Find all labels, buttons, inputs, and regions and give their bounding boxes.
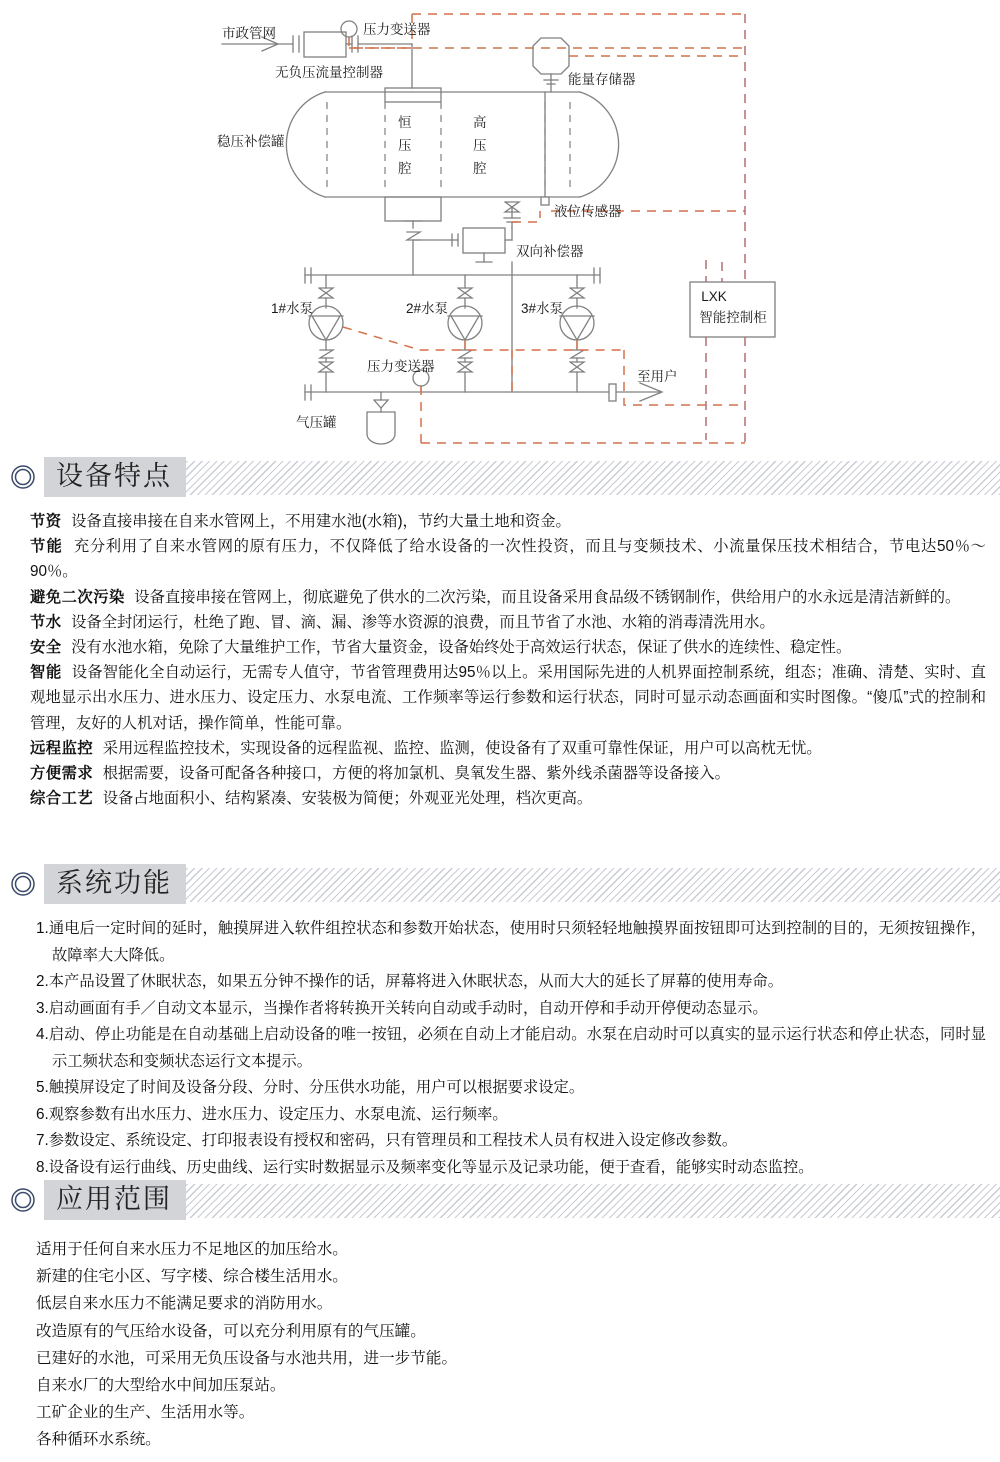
scope-item: 已建好的水池，可采用无负压设备与水池共用，进一步节能。 [36, 1349, 458, 1367]
section-header-scope [0, 1178, 1000, 1222]
feature-lead: 综合工艺 [30, 790, 94, 808]
feature-text: 设备全封闭运行，杜绝了跑、冒、滴、漏、渗等水资源的浪费，而且节省了水池、水箱的消毒清洗用水。 [71, 613, 775, 631]
label-high-chamber-c3: 腔 [473, 161, 487, 176]
function-item: 5.触摸屏设定了时间及设备分段、分时、分压供水功能，用户可以根据要求设定。 [36, 1079, 585, 1096]
feature-lead: 安全 [30, 639, 62, 657]
label-pump-1: 1#水泵 [271, 301, 314, 316]
feature-item [30, 534, 986, 584]
feature-text: 设备智能化全自动运行，无需专人值守，节省管理费用达95％以上。采用国际先进的人机界面控制系统，组态；准确、清楚、实时、直观地显示出水压力、进水压力、设定压力、水泵电流、工作频率等运行参数和运行状态，同时可显示动态画面和实时图像。“傻瓜”式的控制和管理，友好的人机对话，操作简单，性能可靠。 [30, 664, 986, 732]
label-air-tank: 气压罐 [296, 415, 337, 430]
label-cabinet-name: 智能控制柜 [699, 310, 767, 325]
schematic-svg [0, 0, 1000, 450]
function-item: 7.参数设定、系统设定、打印报表设有授权和密码，只有管理员和工程技术人员有权进入设定修改参数。 [36, 1132, 738, 1149]
ring-icon [10, 464, 36, 490]
function-item: 4.启动、停止功能是在自动基础上启动设备的唯一按钮，必须在自动上才能启动。水泵在启动时可以真实的显示运行状态和停止状态，同时显示工频状态和变频状态运行文本提示。 [36, 1026, 986, 1070]
feature-lead: 节资 [30, 513, 62, 530]
feature-item [30, 660, 986, 736]
feature-text: 根据需要，设备可配备各种接口，方便的将加氯机、臭氧发生器、紫外线杀菌器等设备接入。 [102, 765, 730, 783]
feature-item [30, 786, 986, 811]
function-item: 8.设备设有运行曲线、历史曲线、运行实时数据显示及频率变化等显示及记录功能，便于查看，能够实时动态监控。 [36, 1158, 814, 1176]
section-header-functions [0, 862, 1000, 906]
feature-item [30, 635, 986, 660]
function-item: 2.本产品设置了休眠状态，如果五分钟不操作的话，屏幕将进入休眠状态，从而大大的延长了屏幕的使用寿命。 [36, 973, 784, 990]
ring-icon [10, 1187, 36, 1213]
header-stripe-pattern [98, 1184, 1000, 1218]
function-item: 3.启动画面有手／自动文本显示，当操作者将转换开关转向自动或手动时，自动开停和手动开停便动态显示。 [36, 999, 768, 1017]
section-features [0, 455, 1000, 811]
scope-item: 自来水厂的大型给水中间加压泵站。 [36, 1377, 286, 1395]
feature-lead: 避免二次污染 [30, 588, 125, 606]
feature-text: 设备占地面积小、结构紧凑、安装极为简便；外观亚光处理，档次更高。 [102, 790, 593, 808]
feature-item [30, 736, 986, 761]
feature-lead: 方便需求 [30, 765, 94, 783]
feature-lead: 智能 [30, 664, 62, 682]
section-body-scope [0, 1222, 1000, 1454]
label-pump-3: 3#水泵 [521, 301, 564, 316]
label-to-user: 至用户 [637, 369, 678, 384]
scope-item: 改造原有的气压给水设备，可以充分利用原有的气压罐。 [36, 1322, 426, 1340]
feature-text: 没有水池水箱，免除了大量维护工作，节省大量资金，设备始终处于高效运行状态，保证了供水的连续性、稳定性。 [71, 639, 852, 657]
feature-item [30, 509, 986, 534]
label-municipal-network: 市政管网 [222, 26, 276, 41]
section-title-features: 设备特点 [44, 457, 186, 497]
section-title-functions: 系统功能 [44, 864, 186, 904]
feature-text: 设备直接串接在管网上，彻底避免了供水的二次污染，而且设备采用食品级不锈钢制作，供给用户的水永远是清洁新鲜的。 [134, 588, 961, 606]
scope-item: 工矿企业的生产、生活用水等。 [36, 1404, 255, 1422]
level-sensor-symbol [541, 197, 549, 205]
label-cabinet-model: LXK [701, 289, 727, 304]
feature-text: 设备直接串接在自来水管网上，不用建水池(水箱)，节约大量土地和资金。 [71, 513, 571, 530]
scope-item: 适用于任何自来水压力不足地区的加压给水。 [36, 1241, 348, 1258]
label-constant-chamber-c1: 恒 [398, 115, 412, 130]
feature-item [30, 610, 986, 635]
section-body-functions [0, 906, 1000, 1181]
label-level-sensor: 液位传感器 [554, 204, 622, 219]
label-constant-chamber-c3: 腔 [398, 161, 412, 176]
label-pressure-transmitter-top: 压力变送器 [363, 22, 431, 37]
label-pressure-transmitter-bottom: 压力变送器 [367, 359, 435, 374]
label-energy-storage: 能量存储器 [568, 72, 636, 87]
system-schematic-diagram [0, 0, 1000, 450]
header-stripe-pattern [98, 461, 1000, 495]
label-constant-chamber-c2: 压 [398, 138, 412, 153]
scope-item: 低层自来水压力不能满足要求的消防用水。 [36, 1295, 333, 1313]
scope-item: 新建的住宅小区、写字楼、综合楼生活用水。 [36, 1268, 348, 1286]
section-header-features [0, 455, 1000, 499]
feature-item [30, 585, 986, 610]
feature-lead: 节水 [30, 613, 62, 631]
header-stripe-pattern [98, 868, 1000, 902]
section-body-features [0, 499, 1000, 811]
label-stabilizing-tank: 稳压补偿罐 [217, 134, 285, 149]
function-item: 1.通电后一定时间的延时，触摸屏进入软件组控状态和参数开始状态，使用时只须轻轻地触摸界面按钮即可达到控制的目的，无须按钮操作，故障率大大降低。 [36, 920, 986, 964]
feature-text: 采用远程监控技术，实现设备的远程监视、监控、监测，使设备有了双重可靠性保证，用户可以高枕无忧。 [102, 739, 822, 757]
ring-icon [10, 871, 36, 897]
feature-lead: 节能 [30, 538, 63, 556]
section-scope [0, 1178, 1000, 1454]
label-high-chamber-c2: 压 [473, 138, 487, 153]
feature-lead: 远程监控 [30, 739, 94, 757]
label-bidirectional-compensator: 双向补偿器 [516, 244, 584, 259]
section-functions [0, 862, 1000, 1181]
function-item: 6.观察参数有出水压力、进水压力、设定压力、水泵电流、运行频率。 [36, 1105, 508, 1123]
scope-item: 各种循环水系统。 [36, 1431, 161, 1449]
section-title-scope: 应用范围 [44, 1180, 186, 1220]
feature-item [30, 761, 986, 786]
label-high-chamber-c1: 高 [473, 115, 487, 130]
label-pump-2: 2#水泵 [406, 301, 449, 316]
label-flow-controller: 无负压流量控制器 [275, 65, 383, 80]
feature-text: 充分利用了自来水管网的原有压力，不仅降低了给水设备的一次性投资，而且与变频技术、小流量保压技术相结合，节电达50％～90％。 [30, 538, 986, 581]
